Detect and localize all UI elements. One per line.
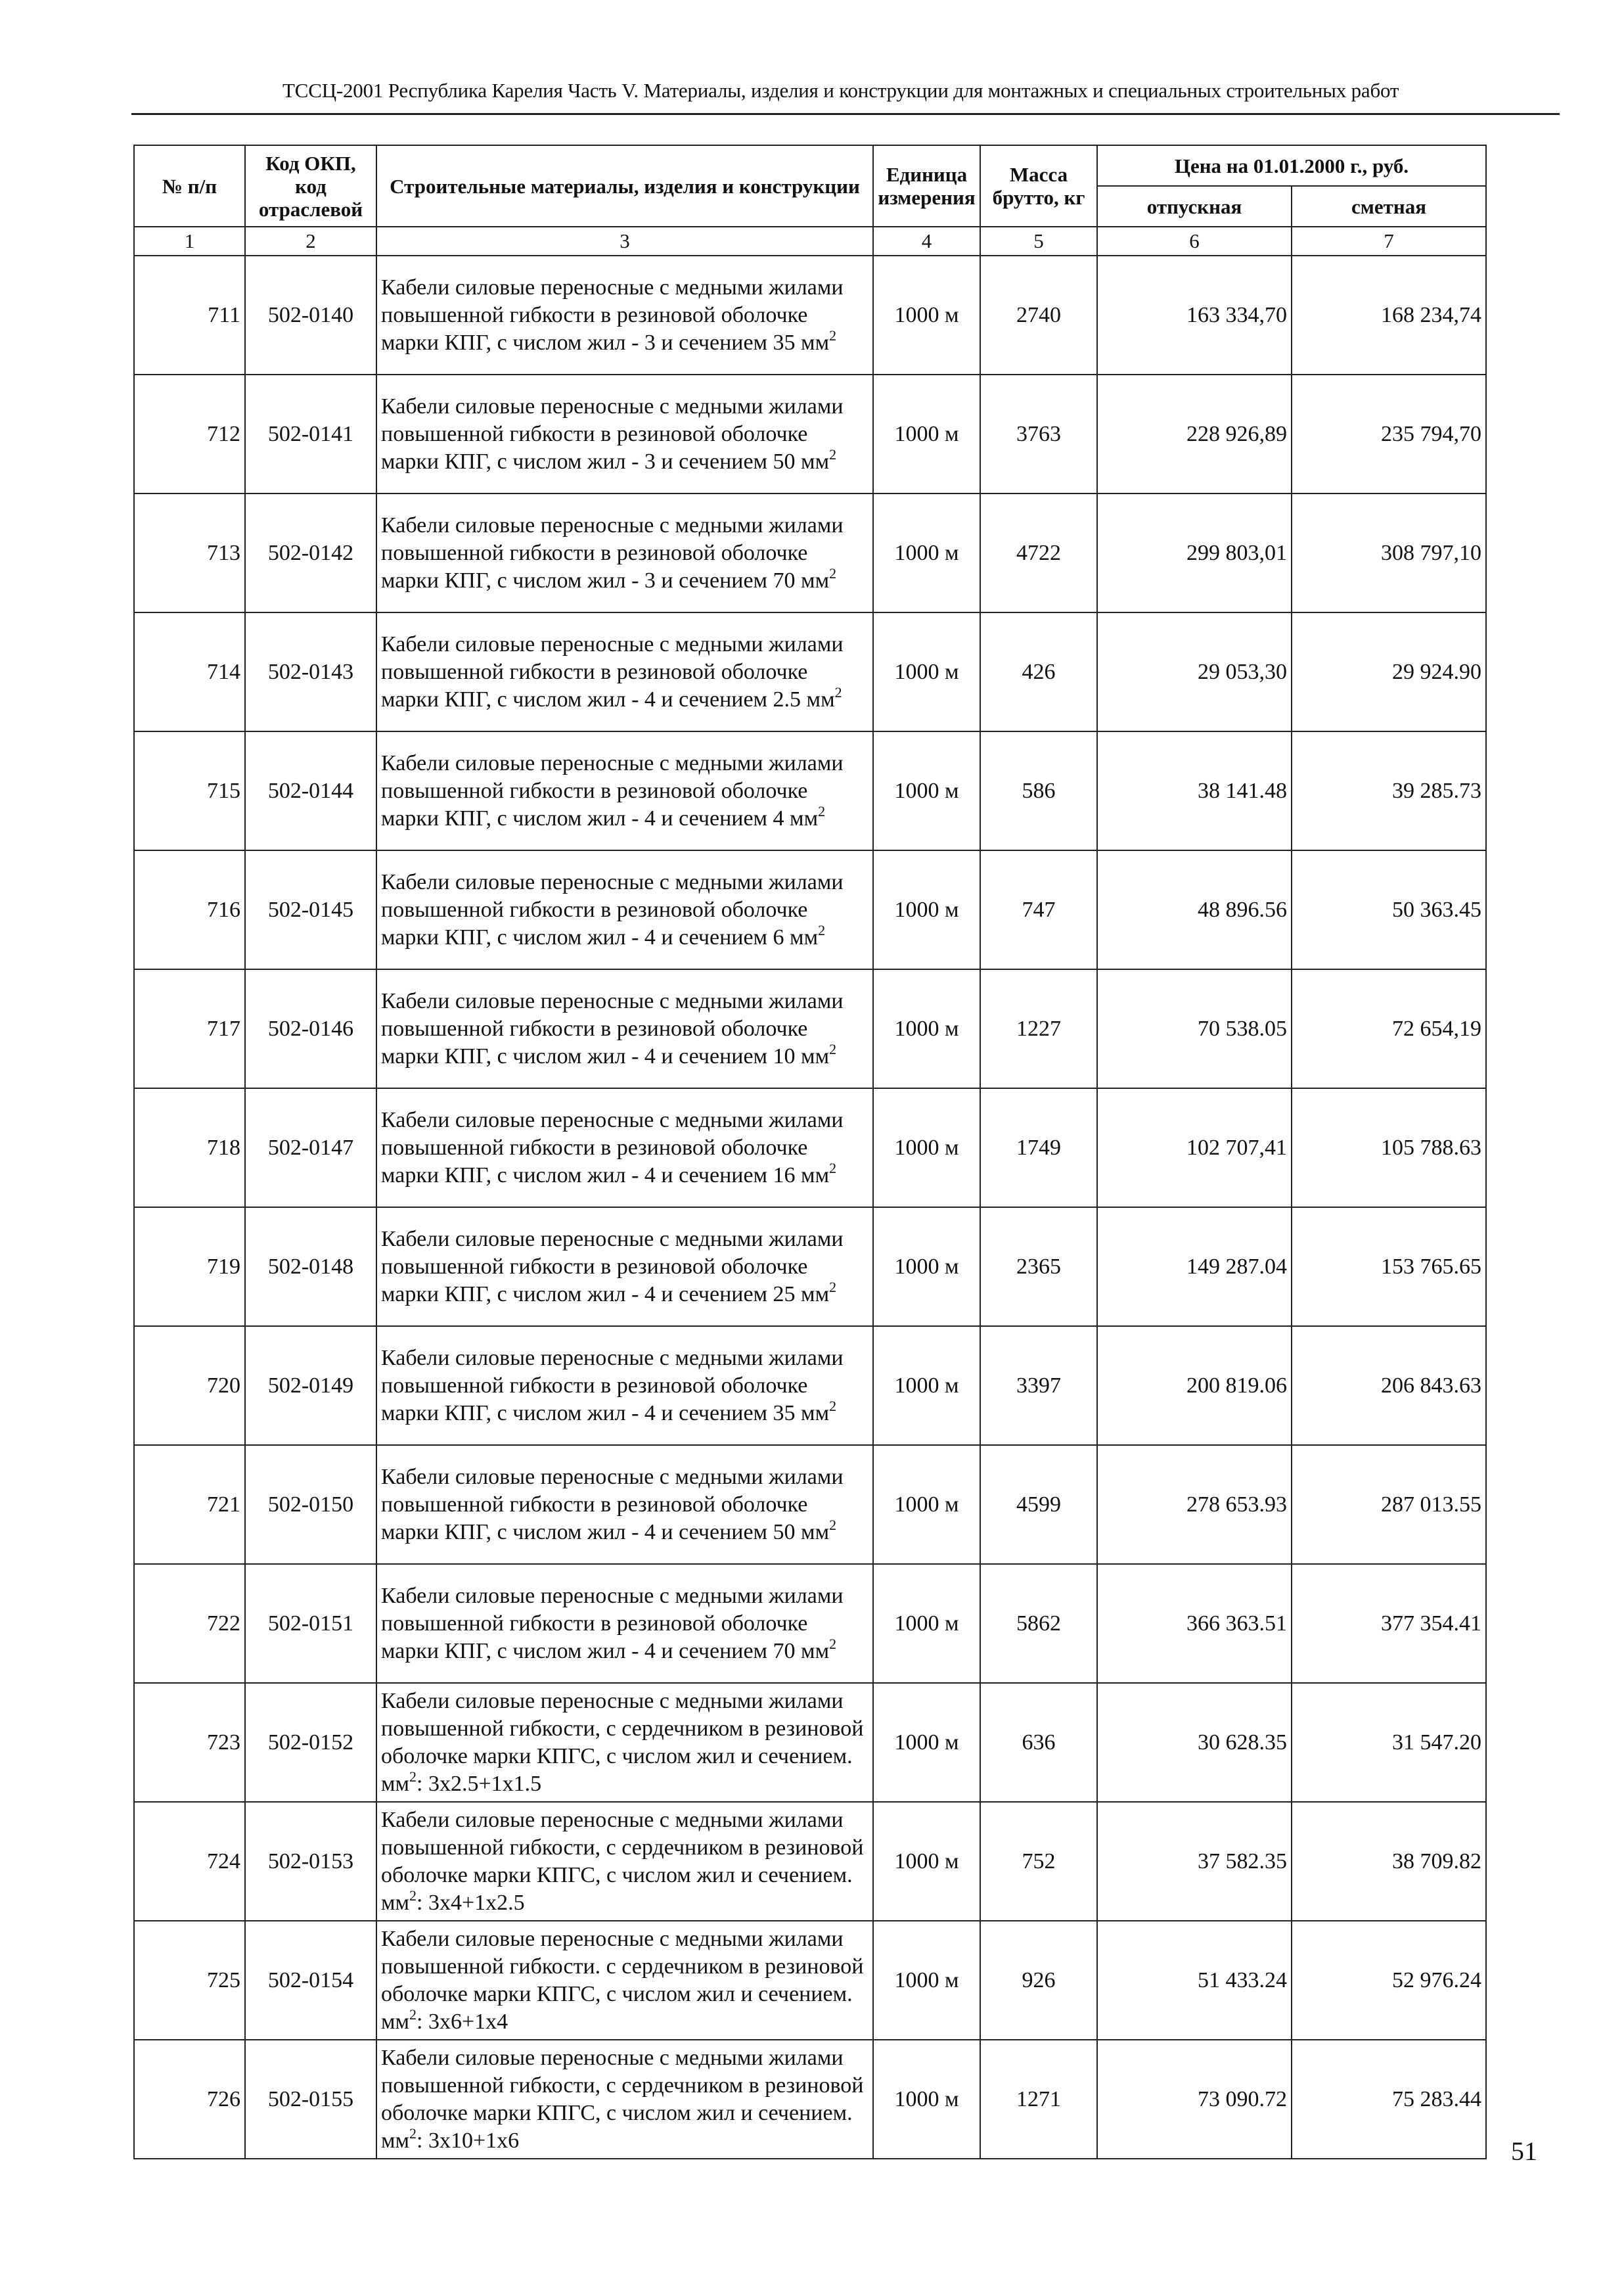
table-row [134,2040,1486,2159]
okp-code: 502-0142 [245,494,376,612]
superscript: 2 [829,1516,837,1533]
material-name-text: Кабели силовые переносные с медными жилами повышенной гибкости в резиновой оболочке марки КПГ, с числом жил - 3 и сечением 70 мм [381,513,844,593]
gross-mass: 2740 [980,256,1097,375]
material-name-tail: : 3х2.5+1х1.5 [417,1771,542,1796]
table-row [134,375,1486,494]
col-header-num: № п/п [134,145,245,227]
row-number: 714 [134,612,245,731]
gross-mass: 926 [980,1921,1097,2040]
price-release: 163 334,70 [1097,256,1292,375]
price-release: 30 628.35 [1097,1683,1292,1802]
table-row [134,1445,1486,1564]
material-name [376,1564,873,1683]
gross-mass: 3763 [980,375,1097,494]
column-number: 7 [1292,227,1486,256]
price-release: 366 363.51 [1097,1564,1292,1683]
row-number: 715 [134,731,245,850]
superscript: 2 [829,1635,837,1652]
superscript: 2 [834,683,842,701]
col-header-price-group: Цена на 01.01.2000 г., руб. [1097,145,1486,186]
column-number: 5 [980,227,1097,256]
price-release: 278 653.93 [1097,1445,1292,1564]
table-row [134,1207,1486,1326]
column-number: 1 [134,227,245,256]
material-name-tail: : 3х6+1х4 [417,2009,508,2034]
unit: 1000 м [873,1683,980,1802]
material-name-text: Кабели силовые переносные с медными жилами повышенной гибкости, с сердечником в резиновой оболочке марки КПГС, с числом жил и сечением. мм [381,2045,864,2153]
material-name [376,850,873,969]
superscript: 2 [818,921,826,938]
material-name [376,2040,873,2159]
superscript: 2 [829,327,837,344]
price-estimate: 39 285.73 [1292,731,1486,850]
material-name-text: Кабели силовые переносные с медными жилами повышенной гибкости в резиновой оболочке марки КПГ, с числом жил - 4 и сечением 10 мм [381,988,844,1069]
material-name [376,1802,873,1921]
okp-code: 502-0147 [245,1088,376,1207]
price-release: 37 582.35 [1097,1802,1292,1921]
page-number: 51 [1511,2136,1537,2166]
price-table [133,145,1487,2159]
table-row [134,1802,1486,1921]
table-row [134,612,1486,731]
superscript: 2 [829,564,837,582]
material-name [376,256,873,375]
unit: 1000 м [873,1088,980,1207]
gross-mass: 4722 [980,494,1097,612]
gross-mass: 636 [980,1683,1097,1802]
row-number: 723 [134,1683,245,1802]
superscript: 2 [829,1397,837,1414]
price-estimate: 235 794,70 [1292,375,1486,494]
okp-code: 502-0145 [245,850,376,969]
price-release: 228 926,89 [1097,375,1292,494]
material-name [376,612,873,731]
price-estimate: 168 234,74 [1292,256,1486,375]
price-release: 38 141.48 [1097,731,1292,850]
okp-code: 502-0154 [245,1921,376,2040]
gross-mass: 1227 [980,969,1097,1088]
material-name-text: Кабели силовые переносные с медными жилами повышенной гибкости в резиновой оболочке марки КПГ, с числом жил - 4 и сечением 25 мм [381,1226,844,1306]
table-row [134,1683,1486,1802]
material-name-text: Кабели силовые переносные с медными жилами повышенной гибкости, с сердечником в резиновой оболочке марки КПГС, с числом жил и сечением. мм [381,1807,864,1915]
unit: 1000 м [873,1445,980,1564]
okp-code: 502-0152 [245,1683,376,1802]
material-name-text: Кабели силовые переносные с медными жилами повышенной гибкости в резиновой оболочке марки КПГ, с числом жил - 4 и сечением 70 мм [381,1583,844,1663]
unit: 1000 м [873,1921,980,2040]
row-number: 726 [134,2040,245,2159]
material-name-text: Кабели силовые переносные с медными жилами повышенной гибкости в резиновой оболочке марки КПГ, с числом жил - 3 и сечением 35 мм [381,275,844,355]
row-number: 713 [134,494,245,612]
okp-code: 502-0146 [245,969,376,1088]
superscript: 2 [829,446,837,463]
unit: 1000 м [873,1802,980,1921]
price-estimate: 52 976.24 [1292,1921,1486,2040]
price-release: 29 053,30 [1097,612,1292,731]
row-number: 721 [134,1445,245,1564]
row-number: 711 [134,256,245,375]
gross-mass: 1749 [980,1088,1097,1207]
price-estimate: 29 924.90 [1292,612,1486,731]
col-header-mass: Масса брутто, кг [980,145,1097,227]
price-release: 149 287.04 [1097,1207,1292,1326]
row-number: 716 [134,850,245,969]
table-row [134,1921,1486,2040]
okp-code: 502-0143 [245,612,376,731]
column-number: 3 [376,227,873,256]
price-release: 73 090.72 [1097,2040,1292,2159]
column-number: 4 [873,227,980,256]
material-name-tail: : 3х10+1х6 [417,2128,520,2153]
price-estimate: 38 709.82 [1292,1802,1486,1921]
superscript: 2 [829,1159,837,1176]
price-release: 70 538.05 [1097,969,1292,1088]
price-estimate: 105 788.63 [1292,1088,1486,1207]
okp-code: 502-0148 [245,1207,376,1326]
gross-mass: 5862 [980,1564,1097,1683]
material-name-text: Кабели силовые переносные с медными жилами повышенной гибкости в резиновой оболочке марки КПГ, с числом жил - 4 и сечением 16 мм [381,1107,844,1187]
unit: 1000 м [873,969,980,1088]
table-row [134,494,1486,612]
material-name [376,1207,873,1326]
superscript: 2 [409,1887,417,1904]
okp-code: 502-0150 [245,1445,376,1564]
material-name [376,1326,873,1445]
unit: 1000 м [873,612,980,731]
unit: 1000 м [873,2040,980,2159]
superscript: 2 [409,1768,417,1785]
table-row [134,969,1486,1088]
material-name-text: Кабели силовые переносные с медными жилами повышенной гибкости, с сердечником в резиновой оболочке марки КПГС, с числом жил и сечением. мм [381,1688,864,1796]
material-name-text: Кабели силовые переносные с медными жилами повышенной гибкости в резиновой оболочке марки КПГ, с числом жил - 4 и сечением 2.5 мм [381,632,844,712]
gross-mass: 4599 [980,1445,1097,1564]
row-number: 724 [134,1802,245,1921]
row-number: 720 [134,1326,245,1445]
row-number: 725 [134,1921,245,2040]
okp-code: 502-0149 [245,1326,376,1445]
unit: 1000 м [873,494,980,612]
price-release: 102 707,41 [1097,1088,1292,1207]
material-name-tail: : 3х4+1х2.5 [417,1890,525,1915]
material-name [376,1921,873,2040]
gross-mass: 586 [980,731,1097,850]
okp-code: 502-0155 [245,2040,376,2159]
price-estimate: 287 013.55 [1292,1445,1486,1564]
gross-mass: 426 [980,612,1097,731]
col-header-name: Строительные материалы, изделия и конструкции [376,145,873,227]
table-row [134,1326,1486,1445]
column-number: 2 [245,227,376,256]
price-estimate: 75 283.44 [1292,2040,1486,2159]
gross-mass: 3397 [980,1326,1097,1445]
price-estimate: 31 547.20 [1292,1683,1486,1802]
col-header-price-estimate: сметная [1292,186,1486,227]
table-row [134,256,1486,375]
material-name-text: Кабели силовые переносные с медными жилами повышенной гибкости в резиновой оболочке марки КПГ, с числом жил - 4 и сечением 6 мм [381,869,844,950]
header-rule [131,113,1560,115]
gross-mass: 1271 [980,2040,1097,2159]
price-release: 299 803,01 [1097,494,1292,612]
table-row [134,1088,1486,1207]
running-header: ТССЦ-2001 Республика Карелия Часть V. Материалы, изделия и конструкции для монтажных и специальных строительных работ [282,79,1399,102]
col-header-price-release: отпускная [1097,186,1292,227]
unit: 1000 м [873,375,980,494]
price-estimate: 308 797,10 [1292,494,1486,612]
col-header-code: Код ОКП, код отраслевой [245,145,376,227]
gross-mass: 752 [980,1802,1097,1921]
material-name-text: Кабели силовые переносные с медными жилами повышенной гибкости в резиновой оболочке марки КПГ, с числом жил - 3 и сечением 50 мм [381,394,844,474]
price-estimate: 377 354.41 [1292,1564,1486,1683]
okp-code: 502-0141 [245,375,376,494]
price-estimate: 206 843.63 [1292,1326,1486,1445]
gross-mass: 2365 [980,1207,1097,1326]
material-name [376,375,873,494]
material-name [376,1088,873,1207]
price-release: 51 433.24 [1097,1921,1292,2040]
material-name-text: Кабели силовые переносные с медными жилами повышенной гибкости в резиновой оболочке марки КПГ, с числом жил - 4 и сечением 35 мм [381,1345,844,1425]
superscript: 2 [409,2125,417,2142]
table-row [134,731,1486,850]
material-name [376,731,873,850]
okp-code: 502-0144 [245,731,376,850]
price-estimate: 50 363.45 [1292,850,1486,969]
material-name [376,1683,873,1802]
material-name [376,494,873,612]
row-number: 722 [134,1564,245,1683]
row-number: 717 [134,969,245,1088]
price-release: 48 896.56 [1097,850,1292,969]
superscript: 2 [829,1040,837,1057]
row-number: 718 [134,1088,245,1207]
superscript: 2 [818,802,826,819]
table-row [134,850,1486,969]
okp-code: 502-0140 [245,256,376,375]
superscript: 2 [409,2006,417,2023]
unit: 1000 м [873,1326,980,1445]
table-row [134,1564,1486,1683]
unit: 1000 м [873,256,980,375]
unit: 1000 м [873,1207,980,1326]
unit: 1000 м [873,731,980,850]
okp-code: 502-0153 [245,1802,376,1921]
superscript: 2 [829,1278,837,1295]
unit: 1000 м [873,1564,980,1683]
material-name-text: Кабели силовые переносные с медными жилами повышенной гибкости. с сердечником в резиновой оболочке марки КПГС, с числом жил и сечением. мм [381,1926,864,2034]
col-header-unit: Единица измерения [873,145,980,227]
unit: 1000 м [873,850,980,969]
column-number-row [134,227,1486,256]
material-name [376,1445,873,1564]
column-number: 6 [1097,227,1292,256]
material-name [376,969,873,1088]
material-name-text: Кабели силовые переносные с медными жилами повышенной гибкости в резиновой оболочке марки КПГ, с числом жил - 4 и сечением 4 мм [381,750,844,831]
material-name-text: Кабели силовые переносные с медными жилами повышенной гибкости в резиновой оболочке марки КПГ, с числом жил - 4 и сечением 50 мм [381,1464,844,1544]
gross-mass: 747 [980,850,1097,969]
row-number: 719 [134,1207,245,1326]
price-estimate: 72 654,19 [1292,969,1486,1088]
price-estimate: 153 765.65 [1292,1207,1486,1326]
row-number: 712 [134,375,245,494]
price-release: 200 819.06 [1097,1326,1292,1445]
okp-code: 502-0151 [245,1564,376,1683]
